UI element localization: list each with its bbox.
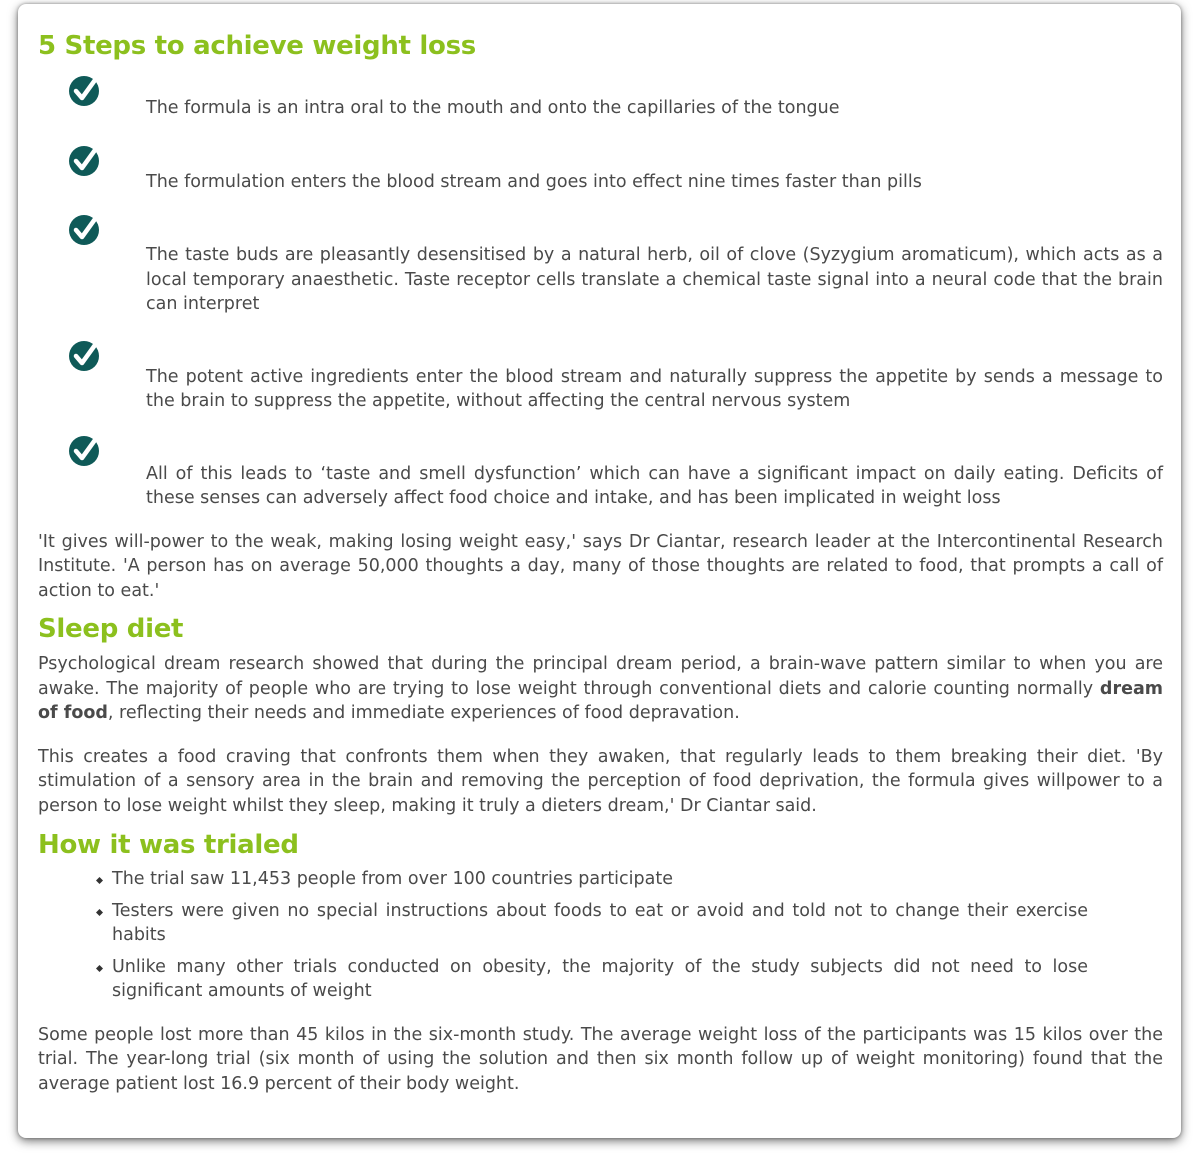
sleep-paragraph-1 [38, 652, 1163, 726]
list-item [38, 867, 1088, 892]
sleep-paragraph-1-after: , reflecting their needs and immediate experiences of food depravation. [107, 703, 740, 723]
article-content [38, 26, 1163, 1096]
diamond-bullet-icon [96, 877, 103, 884]
sleep-paragraph-1-before: Psychological dream research showed that during the principal dream period, a brain-wave pattern similar to when you are awake. The majority of people who are trying to lose weight through conventional diets and calorie counting normally [38, 654, 1163, 699]
checkmark-icon [68, 144, 102, 178]
heading-steps: 5 Steps to achieve weight loss [38, 31, 476, 61]
results-paragraph: Some people lost more than 45 kilos in the six-month study. The average weight loss of the participants was 15 kilos over the trial. The year-long trial (six month of using the solution and then six month follow up of weight monitoring) found that the average patient lost 16.9 percent of their body weight. [38, 1024, 1163, 1094]
list-item [38, 899, 1088, 948]
step-text: The formulation enters the blood stream and goes into effect nine times faster than pills [146, 171, 922, 192]
step-text: All of this leads to ‘taste and smell dysfunction’ which can have a significant impact on daily eating. Deficits of these senses can adversely affect food choice and intake, and has been implicated in weight loss [146, 463, 1163, 508]
step-item [38, 462, 1163, 511]
step-text: The potent active ingredients enter the blood stream and naturally suppress the appetite by sends a message to the brain to suppress the appetite, without affecting the central nervous system [146, 366, 1163, 411]
sleep-paragraph-2: This creates a food craving that confronts them when they awaken, that regularly leads to them breaking their diet. 'By stimulation of a sensory area in the brain and removing the perception of food deprivation, the formula gives willpower to a person to lose weight whilst they sleep, making it truly a dieters dream,' Dr Ciantar said. [38, 746, 1163, 816]
step-item [38, 96, 1163, 121]
diamond-bullet-icon [96, 965, 103, 972]
checkmark-icon [68, 74, 102, 108]
step-item [38, 365, 1163, 414]
sleep-paragraph-1-bold: dream of food [38, 678, 1163, 723]
step-item [38, 170, 1163, 195]
step-text: The formula is an intra oral to the mouth and onto the capillaries of the tongue [146, 98, 840, 118]
checkmark-icon [68, 213, 102, 247]
article-card [18, 4, 1181, 1138]
bullet-text: The trial saw 11,453 people from over 100 countries participate [112, 869, 673, 889]
steps-list [38, 96, 1163, 511]
bullet-text: Testers were given no special instructions about foods to eat or avoid and told not to change their exercise habits [112, 900, 1088, 945]
heading-trial: How it was trialed [38, 830, 299, 860]
bullet-text: Unlike many other trials conducted on obesity, the majority of the study subjects did not need to lose significant amounts of weight [112, 956, 1088, 1001]
trial-bullets [38, 867, 1163, 1004]
checkmark-icon [68, 434, 102, 468]
step-item [38, 243, 1163, 317]
list-item [38, 955, 1088, 1004]
step-text: The taste buds are pleasantly desensitised by a natural herb, oil of clove (Syzygium aromaticum), which acts as a local temporary anaesthetic. Taste receptor cells translate a chemical taste signal into a neural code that the brain can interpret [146, 245, 1163, 314]
checkmark-icon [68, 339, 102, 373]
quote-paragraph: 'It gives will-power to the weak, making losing weight easy,' says Dr Ciantar, research leader at the Intercontinental Research Institute. 'A person has on average 50,000 thoughts a day, many of those thoughts are related to food, that prompts a call of action to eat.' [38, 531, 1163, 601]
heading-sleep-diet: Sleep diet [38, 614, 184, 644]
diamond-bullet-icon [96, 909, 103, 916]
